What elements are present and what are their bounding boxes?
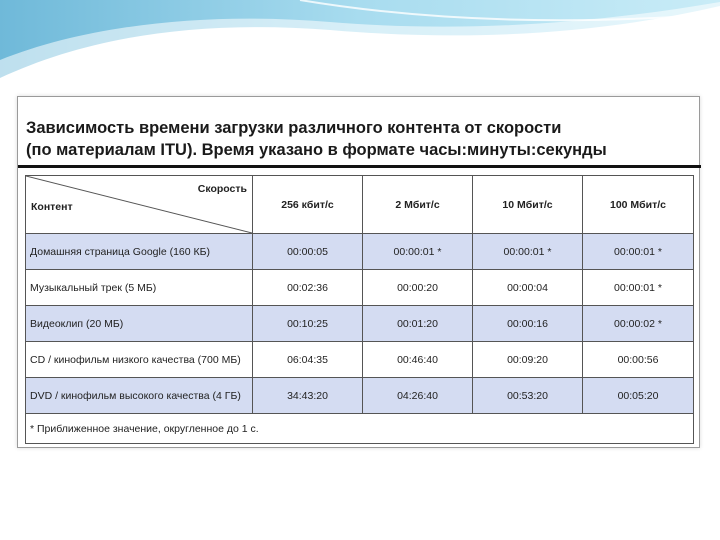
time-cell: 06:04:35: [253, 342, 363, 378]
time-cell: 00:00:02 *: [583, 306, 694, 342]
title-line-1: Зависимость времени загрузки различного контента от скорости: [26, 119, 562, 137]
time-cell: 00:01:20: [363, 306, 473, 342]
time-cell: 00:00:16: [473, 306, 583, 342]
time-cell: 00:00:01 *: [583, 234, 694, 270]
column-header: 256 кбит/с: [253, 176, 363, 234]
table-card: [17, 96, 700, 448]
time-cell: 00:00:20: [363, 270, 473, 306]
content-name-cell: Домашняя страница Google (160 КБ): [26, 234, 253, 270]
content-name-cell: Видеоклип (20 МБ): [26, 306, 253, 342]
table-row: [26, 378, 694, 414]
title-line-2: (по материалам ITU). Время указано в формате часы:минуты:секунды: [26, 141, 607, 159]
time-cell: 00:00:01 *: [583, 270, 694, 306]
column-header: 10 Мбит/с: [473, 176, 583, 234]
content-header-label: Контент: [31, 201, 73, 213]
content-name-cell: CD / кинофильм низкого качества (700 МБ): [26, 342, 253, 378]
speed-header-label: Скорость: [197, 183, 247, 195]
column-header: 2 Мбит/с: [363, 176, 473, 234]
table-row: [26, 342, 694, 378]
time-cell: 00:53:20: [473, 378, 583, 414]
table-header-row: [26, 176, 694, 234]
content-name-cell: DVD / кинофильм высокого качества (4 ГБ): [26, 378, 253, 414]
table-row: [26, 234, 694, 270]
table-row: [26, 306, 694, 342]
time-cell: 00:00:56: [583, 342, 694, 378]
time-cell: 00:00:01 *: [473, 234, 583, 270]
title-divider: [18, 165, 701, 168]
time-cell: 04:26:40: [363, 378, 473, 414]
time-cell: 34:43:20: [253, 378, 363, 414]
time-cell: 00:00:05: [253, 234, 363, 270]
footnote-row: [26, 414, 694, 444]
corner-header-cell: [26, 176, 253, 234]
time-cell: 00:10:25: [253, 306, 363, 342]
table-title: [26, 117, 686, 161]
time-cell: 00:09:20: [473, 342, 583, 378]
download-time-table: [25, 175, 694, 444]
time-cell: 00:02:36: [253, 270, 363, 306]
table-row: [26, 270, 694, 306]
footnote: * Приближенное значение, округленное до 1 с.: [26, 414, 694, 444]
column-header: 100 Мбит/с: [583, 176, 694, 234]
time-cell: 00:00:04: [473, 270, 583, 306]
time-cell: 00:46:40: [363, 342, 473, 378]
time-cell: 00:00:01 *: [363, 234, 473, 270]
content-name-cell: Музыкальный трек (5 МБ): [26, 270, 253, 306]
time-cell: 00:05:20: [583, 378, 694, 414]
decorative-banner: [0, 0, 720, 80]
